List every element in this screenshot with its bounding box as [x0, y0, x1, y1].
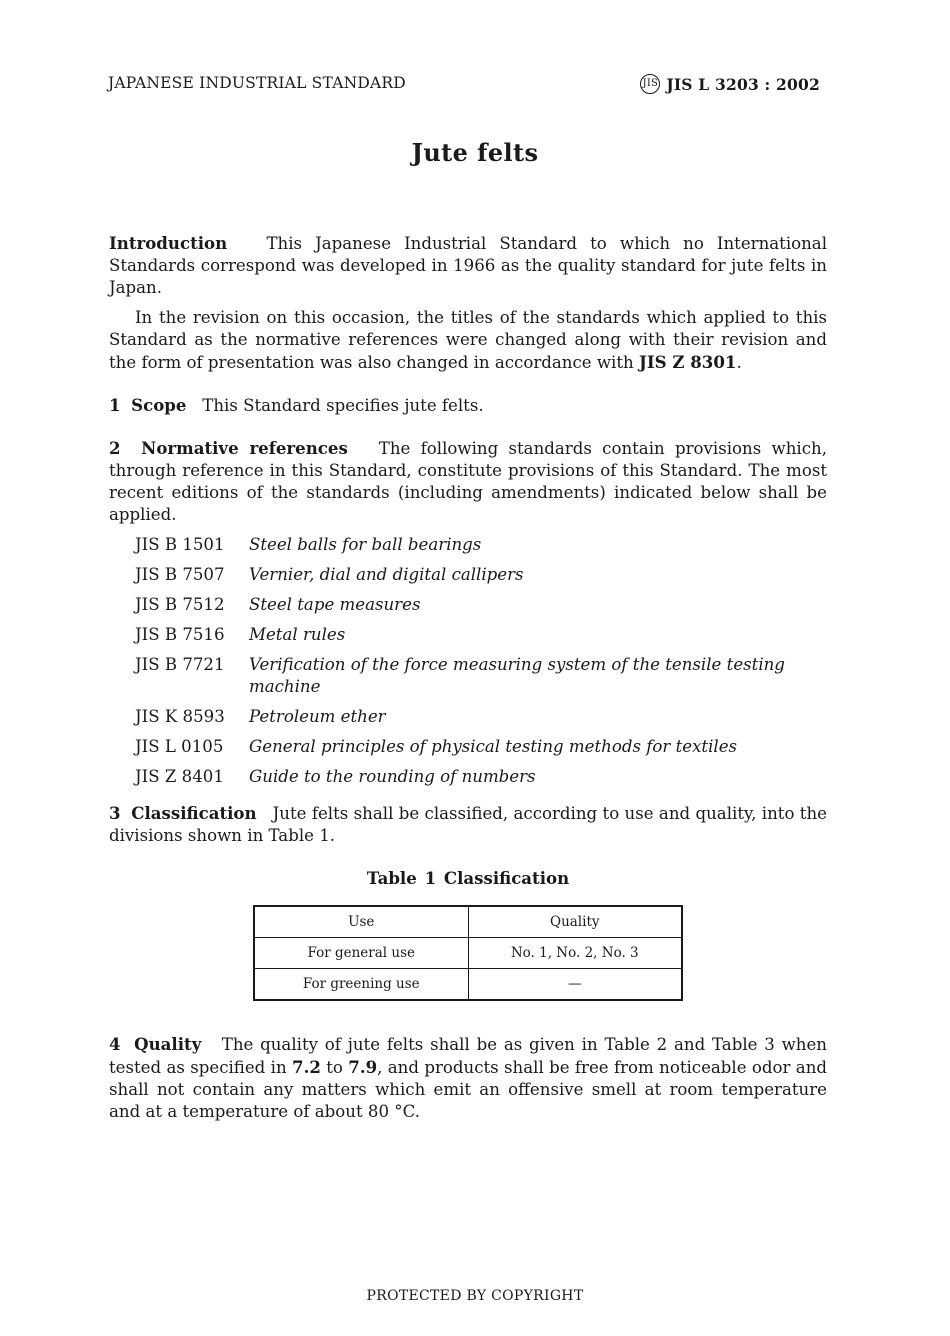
table-cell: For general use	[254, 938, 468, 969]
scope-text: This Standard specifies jute felts.	[202, 396, 484, 415]
scope-heading: Scope	[131, 395, 187, 415]
reference-item	[135, 534, 827, 556]
standard-number: JIS L 3203 : 2002	[666, 74, 820, 94]
reference-item	[135, 624, 827, 646]
header-right	[640, 74, 820, 94]
jis-z-8301-reference: JIS Z 8301	[639, 352, 737, 372]
table-cell: No. 1, No. 2, No. 3	[468, 938, 682, 969]
reference-title: Vernier, dial and digital callipers	[249, 565, 524, 584]
table-row	[254, 969, 682, 1001]
table-1-caption: Table 1 Classification	[366, 868, 570, 888]
reference-title: Metal rules	[249, 625, 346, 644]
reference-title: Steel balls for ball bearings	[249, 535, 482, 554]
revision-paragraph	[109, 307, 827, 374]
introduction-paragraph	[109, 232, 827, 299]
introduction-heading: Introduction	[109, 233, 228, 253]
normative-heading: Normative references	[141, 438, 348, 458]
quality-text-end: , and products shall be free from noticeable odor and shall not contain any matters which emit an offensive smell at room temperature and at a temperature of about 80 °C.	[109, 1058, 827, 1121]
reference-code: JIS B 7512	[135, 595, 225, 614]
revision-text-end: .	[736, 353, 742, 372]
header-left: JAPANESE INDUSTRIAL STANDARD	[108, 74, 406, 92]
page-title: Jute felts	[411, 138, 539, 167]
reference-code: JIS B 7721	[135, 655, 225, 674]
quality-clause	[109, 1033, 827, 1123]
table-cell: For greening use	[254, 969, 468, 1001]
classification-text: Jute felts shall be classified, according to use and quality, into the divisions shown in Table 1.	[109, 804, 827, 845]
column-header-quality: Quality	[468, 906, 682, 938]
classification-number: 3	[109, 803, 121, 823]
reference-code: JIS B 7507	[135, 565, 225, 584]
reference-code: JIS Z 8401	[135, 767, 224, 786]
jis-mark-icon: JIS	[640, 74, 660, 94]
reference-item	[135, 594, 827, 616]
normative-number: 2	[109, 438, 121, 458]
quality-number: 4	[109, 1034, 121, 1054]
classification-table	[253, 905, 683, 1001]
clause-ref-7-9: 7.9	[348, 1057, 378, 1077]
table-header-row	[254, 906, 682, 938]
document-body	[109, 232, 827, 1123]
normative-text: The following standards contain provisions which, through reference in this Standard, constitute provisions of this Standard. The most recent editions of the standards (including amendments) indicated below shall be applied.	[109, 439, 827, 524]
reference-item	[135, 706, 827, 728]
reference-list	[135, 534, 827, 788]
scope-clause	[109, 394, 827, 417]
column-header-use: Use	[254, 906, 468, 938]
reference-code: JIS L 0105	[135, 737, 224, 756]
copyright-footer: PROTECTED BY COPYRIGHT	[366, 1288, 584, 1304]
reference-title: Petroleum ether	[249, 707, 386, 726]
reference-code: JIS K 8593	[135, 707, 225, 726]
reference-title: Guide to the rounding of numbers	[249, 767, 536, 786]
introduction-text: This Japanese Industrial Standard to which no International Standards correspond was developed in 1966 as the quality standard for jute felts in Japan.	[109, 234, 828, 297]
reference-title: Steel tape measures	[249, 595, 421, 614]
quality-text-connector: to	[320, 1058, 349, 1077]
classification-clause	[109, 802, 827, 847]
reference-code: JIS B 1501	[135, 535, 225, 554]
reference-item	[135, 766, 827, 788]
reference-item	[135, 564, 827, 586]
table-row	[254, 938, 682, 969]
clause-ref-7-2: 7.2	[292, 1057, 321, 1077]
reference-code: JIS B 7516	[135, 625, 225, 644]
revision-text: In the revision on this occasion, the titles of the standards which applied to this Standard as the normative references were changed along with their revision and the form of presentation was also changed in accordance with	[109, 308, 827, 372]
quality-heading: Quality	[134, 1034, 202, 1054]
reference-item	[135, 736, 827, 758]
scope-number: 1	[109, 395, 121, 415]
reference-title: General principles of physical testing methods for textiles	[249, 737, 738, 756]
table-cell: —	[468, 969, 682, 1001]
reference-item	[135, 654, 827, 698]
reference-title: Verification of the force measuring system of the tensile testing machine	[249, 655, 785, 696]
normative-references-clause	[109, 437, 827, 526]
classification-heading: Classification	[131, 803, 257, 823]
quality-text: The quality of jute felts shall be as given in Table 2 and Table 3 when tested as specified in	[109, 1035, 827, 1077]
